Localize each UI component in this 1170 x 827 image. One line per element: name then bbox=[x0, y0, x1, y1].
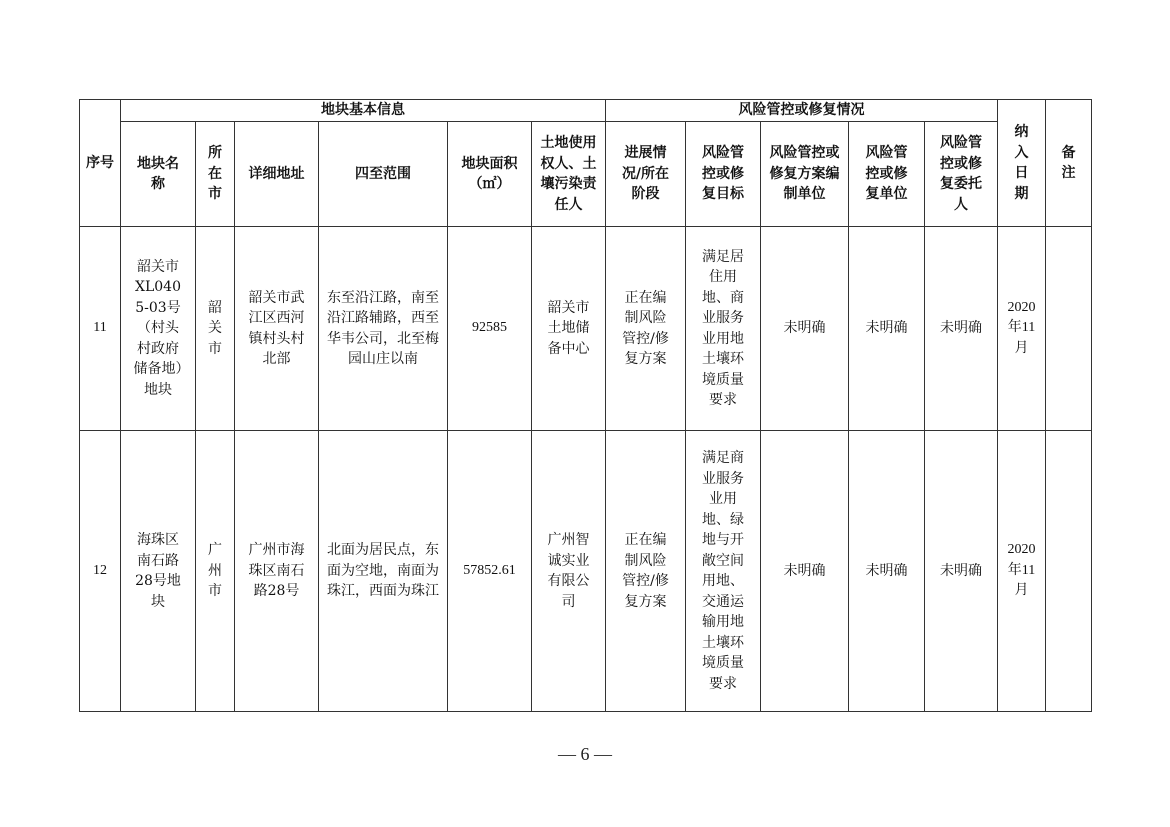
header-boundaries: 四至范围 bbox=[319, 122, 448, 227]
header-repair-unit: 风险管控或修复单位 bbox=[849, 122, 925, 227]
header-seq: 序号 bbox=[80, 100, 121, 227]
cell-remarks bbox=[1046, 227, 1092, 431]
cell-remarks bbox=[1046, 431, 1092, 712]
header-city: 所在市 bbox=[196, 122, 235, 227]
header-parcel-name: 地块名称 bbox=[121, 122, 196, 227]
cell-address: 广州市海珠区南石路28号 bbox=[235, 431, 319, 712]
cell-address: 韶关市武江区西河镇村头村北部 bbox=[235, 227, 319, 431]
header-group-basic-info: 地块基本信息 bbox=[121, 100, 606, 122]
cell-date: 2020年11月 bbox=[998, 431, 1046, 712]
header-entrusting-party: 风险管控或修复委托人 bbox=[925, 122, 998, 227]
cell-area: 92585 bbox=[448, 227, 532, 431]
cell-target: 满足居住用地、商业服务业用地土壤环境质量要求 bbox=[686, 227, 761, 431]
land-parcel-table bbox=[79, 99, 1092, 712]
table-row bbox=[80, 227, 1092, 431]
table-row bbox=[80, 431, 1092, 712]
cell-target: 满足商业服务业用地、绿地与开敞空间用地、交通运输用地土壤环境质量要求 bbox=[686, 431, 761, 712]
cell-area: 57852.61 bbox=[448, 431, 532, 712]
cell-progress: 正在编制风险管控/修复方案 bbox=[606, 227, 686, 431]
header-target: 风险管控或修复目标 bbox=[686, 122, 761, 227]
cell-progress: 正在编制风险管控/修复方案 bbox=[606, 431, 686, 712]
header-plan-unit: 风险管控或修复方案编制单位 bbox=[761, 122, 849, 227]
header-row-columns bbox=[80, 122, 1092, 227]
cell-responsible: 广州智诚实业有限公司 bbox=[532, 431, 606, 712]
header-responsible: 土地使用权人、土壤污染责任人 bbox=[532, 122, 606, 227]
header-row-group bbox=[80, 100, 1092, 122]
cell-date: 2020年11月 bbox=[998, 227, 1046, 431]
cell-responsible: 韶关市土地储备中心 bbox=[532, 227, 606, 431]
cell-entrusting-party: 未明确 bbox=[925, 431, 998, 712]
cell-entrusting-party: 未明确 bbox=[925, 227, 998, 431]
cell-city: 广州市 bbox=[196, 431, 235, 712]
page-number: — 6 — bbox=[558, 744, 612, 764]
cell-boundaries: 东至沿江路，南至沿江路辅路，西至华韦公司，北至梅园山庄以南 bbox=[319, 227, 448, 431]
cell-plan-unit: 未明确 bbox=[761, 227, 849, 431]
cell-seq: 12 bbox=[80, 431, 121, 712]
header-progress: 进展情况/所在阶段 bbox=[606, 122, 686, 227]
cell-repair-unit: 未明确 bbox=[849, 227, 925, 431]
cell-boundaries: 北面为居民点，东面为空地，南面为珠江，西面为珠江 bbox=[319, 431, 448, 712]
cell-plan-unit: 未明确 bbox=[761, 431, 849, 712]
cell-parcel-name: 韶关市XL0405-03号（村头村政府储备地）地块 bbox=[121, 227, 196, 431]
header-remarks: 备注 bbox=[1046, 100, 1092, 227]
header-address: 详细地址 bbox=[235, 122, 319, 227]
header-group-risk-control: 风险管控或修复情况 bbox=[606, 100, 998, 122]
header-date: 纳入日期 bbox=[998, 100, 1046, 227]
cell-repair-unit: 未明确 bbox=[849, 431, 925, 712]
cell-seq: 11 bbox=[80, 227, 121, 431]
header-area: 地块面积（㎡） bbox=[448, 122, 532, 227]
cell-city: 韶关市 bbox=[196, 227, 235, 431]
cell-parcel-name: 海珠区南石路28号地块 bbox=[121, 431, 196, 712]
